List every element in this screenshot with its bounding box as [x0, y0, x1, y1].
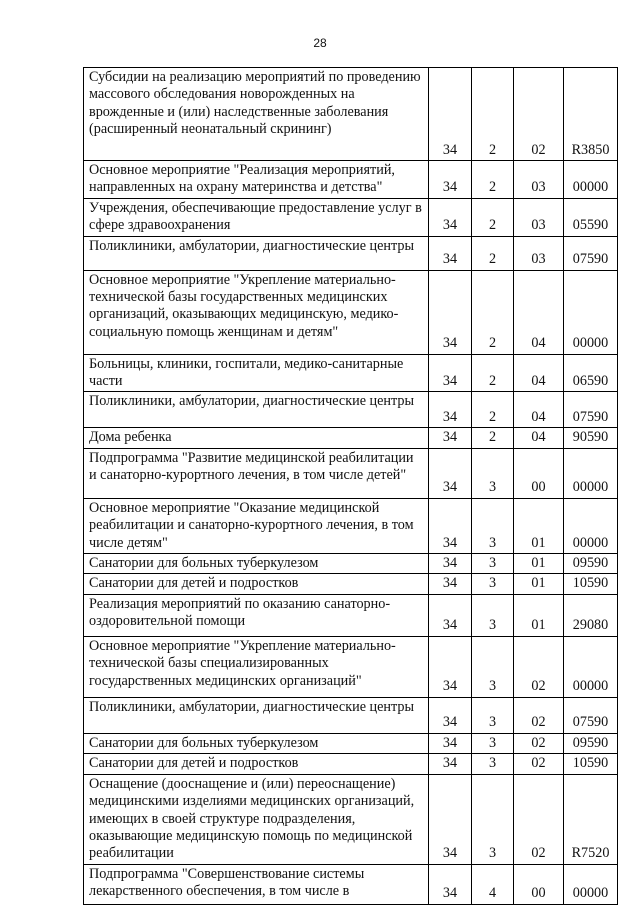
subprogram-code-cell: 2: [472, 270, 514, 354]
subprogram-code-cell: 3: [472, 774, 514, 864]
subprogram-code-cell: 3: [472, 636, 514, 697]
row-description: Основное мероприятие "Оказание медицинской реабилитации и санаторно-курортного лечения, в том числе детям": [84, 498, 429, 553]
direction-code-cell: 07590: [564, 697, 618, 733]
direction-code-cell: 29080: [564, 594, 618, 636]
direction-code-cell: 00000: [564, 270, 618, 354]
main-activity-code-cell: 02: [514, 697, 564, 733]
table-row: [84, 636, 618, 697]
table-row: [84, 198, 618, 236]
program-code-cell: 34: [429, 697, 472, 733]
subprogram-code-cell: 3: [472, 554, 514, 574]
table-row: [84, 270, 618, 354]
direction-code-cell: 00000: [564, 498, 618, 553]
row-description: Оснащение (дооснащение и (или) переоснащение) медицинскими изделиями медицинских организаций, имеющих в своей структуре подразделения, оказывающие медицинскую помощь по медицинской реабилитации: [84, 774, 429, 864]
row-description: Субсидии на реализацию мероприятий по проведению массового обследования новорожденных на врожденные и (или) наследственные заболевания (расширенный неонатальный скрининг): [84, 68, 429, 161]
program-code-cell: 34: [429, 236, 472, 270]
program-code-cell: 34: [429, 161, 472, 199]
subprogram-code-cell: 2: [472, 392, 514, 428]
table-row: [84, 354, 618, 392]
direction-code-cell: 07590: [564, 392, 618, 428]
table-row: [84, 236, 618, 270]
program-code-cell: 34: [429, 594, 472, 636]
row-description: Основное мероприятие "Укрепление материально-технической базы государственных медицинских организаций, оказывающих медицинскую, медико-социальную помощь женщинам и детям": [84, 270, 429, 354]
direction-code-cell: 10590: [564, 574, 618, 594]
program-code-cell: 34: [429, 864, 472, 904]
program-code-cell: 34: [429, 554, 472, 574]
main-activity-code-cell: 00: [514, 448, 564, 498]
subprogram-code-cell: 3: [472, 498, 514, 553]
subprogram-code-cell: 2: [472, 428, 514, 448]
program-code-cell: 34: [429, 198, 472, 236]
table-row: [84, 754, 618, 774]
program-code-cell: 34: [429, 68, 472, 161]
direction-code-cell: 90590: [564, 428, 618, 448]
table-row: [84, 774, 618, 864]
program-code-cell: 34: [429, 574, 472, 594]
table-row: [84, 161, 618, 199]
main-activity-code-cell: 04: [514, 270, 564, 354]
direction-code-cell: 09590: [564, 554, 618, 574]
program-code-cell: 34: [429, 270, 472, 354]
table-row: [84, 554, 618, 574]
main-activity-code-cell: 02: [514, 636, 564, 697]
subprogram-code-cell: 2: [472, 354, 514, 392]
program-code-cell: 34: [429, 448, 472, 498]
direction-code-cell: 00000: [564, 636, 618, 697]
direction-code-cell: R7520: [564, 774, 618, 864]
main-activity-code-cell: 02: [514, 68, 564, 161]
row-description: Учреждения, обеспечивающие предоставление услуг в сфере здравоохранения: [84, 198, 429, 236]
row-description: Санатории для больных туберкулезом: [84, 733, 429, 753]
main-activity-code-cell: 02: [514, 774, 564, 864]
program-code-cell: 34: [429, 428, 472, 448]
table-row: [84, 428, 618, 448]
program-code-cell: 34: [429, 392, 472, 428]
budget-classification-table: [83, 67, 618, 905]
row-description: Поликлиники, амбулатории, диагностические центры: [84, 236, 429, 270]
program-code-cell: 34: [429, 636, 472, 697]
row-description: Поликлиники, амбулатории, диагностические центры: [84, 392, 429, 428]
direction-code-cell: 05590: [564, 198, 618, 236]
main-activity-code-cell: 04: [514, 428, 564, 448]
program-code-cell: 34: [429, 354, 472, 392]
direction-code-cell: 00000: [564, 448, 618, 498]
main-activity-code-cell: 01: [514, 574, 564, 594]
row-description: Подпрограмма "Совершенствование системы лекарственного обеспечения, в том числе в: [84, 864, 429, 904]
main-activity-code-cell: 00: [514, 864, 564, 904]
direction-code-cell: 09590: [564, 733, 618, 753]
table-row: [84, 864, 618, 904]
subprogram-code-cell: 4: [472, 864, 514, 904]
table-row: [84, 392, 618, 428]
row-description: Подпрограмма "Развитие медицинской реабилитации и санаторно-курортного лечения, в том числе детей": [84, 448, 429, 498]
row-description: Санатории для больных туберкулезом: [84, 554, 429, 574]
direction-code-cell: 00000: [564, 864, 618, 904]
subprogram-code-cell: 3: [472, 594, 514, 636]
direction-code-cell: 00000: [564, 161, 618, 199]
subprogram-code-cell: 3: [472, 448, 514, 498]
row-description: Поликлиники, амбулатории, диагностические центры: [84, 697, 429, 733]
main-activity-code-cell: 03: [514, 236, 564, 270]
table-row: [84, 733, 618, 753]
table-row: [84, 574, 618, 594]
program-code-cell: 34: [429, 733, 472, 753]
table-row: [84, 594, 618, 636]
main-activity-code-cell: 04: [514, 392, 564, 428]
subprogram-code-cell: 2: [472, 236, 514, 270]
subprogram-code-cell: 2: [472, 68, 514, 161]
row-description: Санатории для детей и подростков: [84, 754, 429, 774]
main-activity-code-cell: 01: [514, 554, 564, 574]
main-activity-code-cell: 03: [514, 198, 564, 236]
direction-code-cell: 06590: [564, 354, 618, 392]
subprogram-code-cell: 2: [472, 198, 514, 236]
main-activity-code-cell: 02: [514, 754, 564, 774]
direction-code-cell: R3850: [564, 68, 618, 161]
subprogram-code-cell: 2: [472, 161, 514, 199]
row-description: Санатории для детей и подростков: [84, 574, 429, 594]
table-row: [84, 68, 618, 161]
subprogram-code-cell: 3: [472, 697, 514, 733]
row-description: Реализация мероприятий по оказанию санаторно-оздоровительной помощи: [84, 594, 429, 636]
direction-code-cell: 10590: [564, 754, 618, 774]
subprogram-code-cell: 3: [472, 754, 514, 774]
main-activity-code-cell: 03: [514, 161, 564, 199]
row-description: Дома ребенка: [84, 428, 429, 448]
row-description: Основное мероприятие "Реализация мероприятий, направленных на охрану материнства и детства": [84, 161, 429, 199]
program-code-cell: 34: [429, 754, 472, 774]
main-activity-code-cell: 02: [514, 733, 564, 753]
main-activity-code-cell: 01: [514, 498, 564, 553]
direction-code-cell: 07590: [564, 236, 618, 270]
table-row: [84, 448, 618, 498]
table-row: [84, 697, 618, 733]
table-row: [84, 498, 618, 553]
main-activity-code-cell: 01: [514, 594, 564, 636]
subprogram-code-cell: 3: [472, 733, 514, 753]
page-number: 28: [313, 36, 327, 50]
row-description: Больницы, клиники, госпитали, медико-санитарные части: [84, 354, 429, 392]
program-code-cell: 34: [429, 774, 472, 864]
subprogram-code-cell: 3: [472, 574, 514, 594]
main-activity-code-cell: 04: [514, 354, 564, 392]
row-description: Основное мероприятие "Укрепление материально-технической базы специализированных государственных медицинских организаций": [84, 636, 429, 697]
program-code-cell: 34: [429, 498, 472, 553]
